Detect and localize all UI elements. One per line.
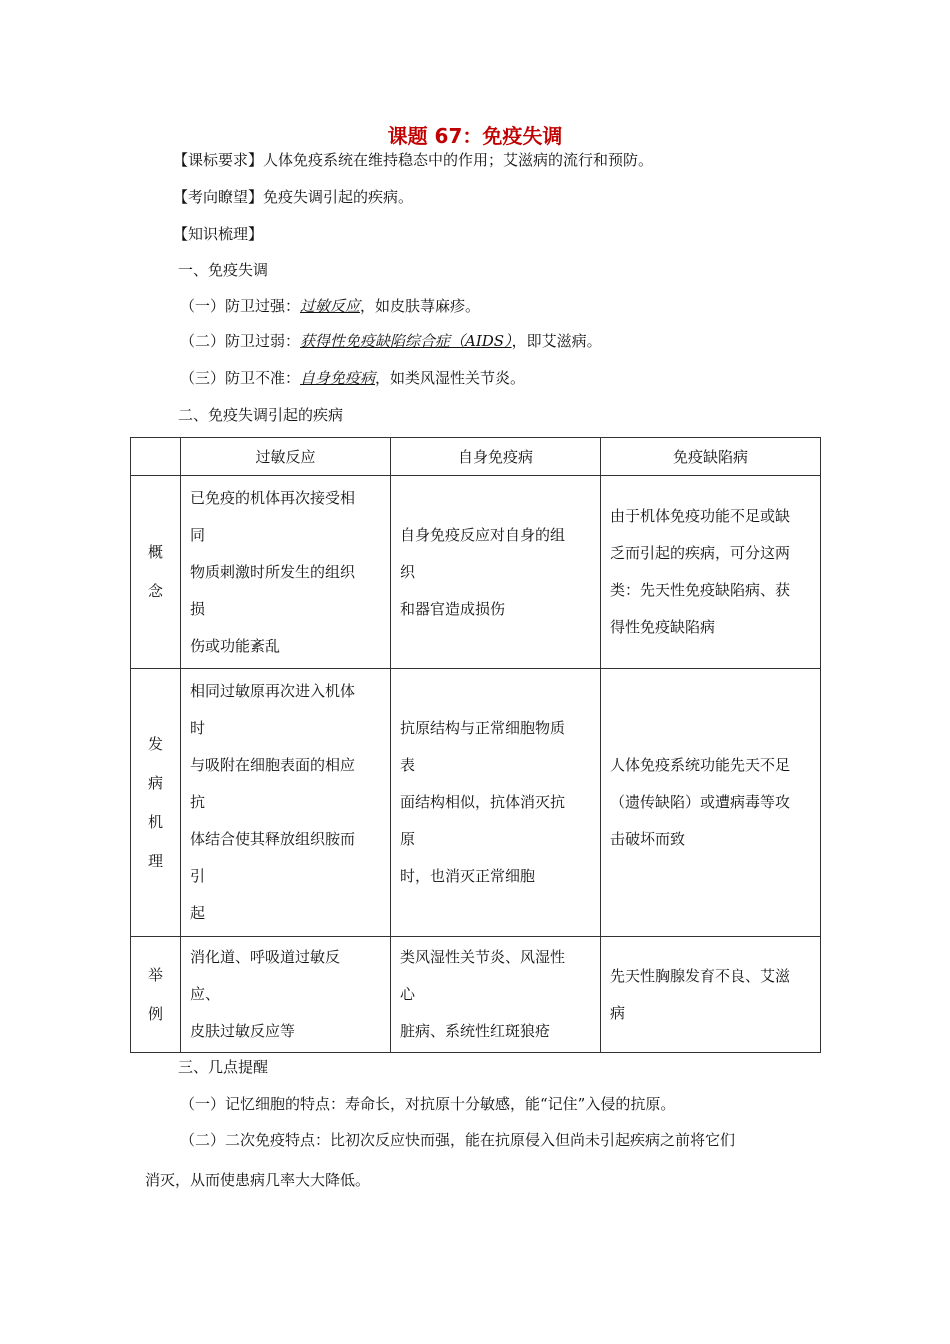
cell-line: 乏而引起的疾病，可分这两 [610,544,791,562]
section-3-heading: 三、几点提醒 [178,1058,269,1076]
cell-line: 相同过敏原再次进入机体 [190,682,356,700]
cell-line: 类：先天性免疫缺陷病、获 [610,581,791,599]
row-header-concept [131,476,181,669]
cell-line: 物质刺激时所发生的组织 [190,562,356,581]
reminder-item: 消灭，从而使患病几率大大降低。 [145,1171,371,1189]
section-1-heading: 一、免疫失调 [178,261,269,279]
row-label-char: 概 [147,543,163,561]
cell-line: 和器官造成损伤 [400,599,506,618]
cell-line: 表 [400,756,416,774]
row-label-char: 念 [147,582,163,600]
cell-line: 病 [610,1003,626,1022]
table-cell [601,476,821,669]
item-prefix: （三）防卫不准： [180,369,301,387]
item-suffix: ，如皮肤荨麻疹。 [360,297,481,315]
table-header-row [131,438,821,476]
table-cell [601,937,821,1053]
column-header: 自身免疫病 [391,438,601,476]
row-label-char: 理 [147,851,163,870]
row-label-char: 举 [147,965,163,984]
section-2-heading: 二、免疫失调引起的疾病 [178,406,344,424]
table-row-concept [131,476,821,669]
cell-line: 脏病、系统性红斑狼疮 [400,1022,551,1040]
cell-line: 伤或功能紊乱 [190,636,281,655]
cell-line: 织 [400,562,416,581]
row-label-char: 机 [147,812,163,831]
table-cell [391,476,601,669]
cell-line: 与吸附在细胞表面的相应 [190,756,356,774]
row-header-examples [131,937,181,1053]
cell-line: 击破坏而致 [610,830,686,848]
cell-line: 损 [190,599,206,618]
cell-line: 消化道、呼吸道过敏反 [190,948,341,966]
disease-table [130,437,821,1053]
section-1-item [180,331,602,351]
cell-line: 人体免疫系统功能先天不足 [610,756,791,774]
cell-line: 得性免疫缺陷病 [610,618,716,636]
column-header: 过敏反应 [181,438,391,476]
cell-line: 同 [190,525,206,544]
cell-line: 体结合使其释放组织胺而 [190,830,356,848]
page-title: 课题 67：免疫失调 [387,124,563,148]
cell-line: 类风湿性关节炎、风湿性 [400,948,566,966]
cell-line: 时 [190,719,206,737]
row-header-mechanism [131,669,181,937]
cell-line: 由于机体免疫功能不足或缺 [610,507,791,525]
item-suffix: ，如类风湿性关节炎。 [375,369,526,387]
cell-line: 抗 [190,793,206,811]
table-row-examples [131,937,821,1053]
table-cell [181,669,391,937]
item-prefix: （二）防卫过弱： [180,332,301,350]
cell-line: 自身免疫反应对自身的组 [400,525,566,544]
cell-line: 时，也消灭正常细胞 [400,867,536,885]
table-cell [391,669,601,937]
cell-line: 抗原结构与正常细胞物质 [400,719,566,737]
item-term: 过敏反应 [300,297,361,315]
cell-line: 心 [400,985,416,1003]
cell-line: 原 [400,830,416,848]
cell-line: 先天性胸腺发育不良、艾滋 [610,966,791,985]
cell-line: 应、 [190,985,221,1003]
cell-line: 已免疫的机体再次接受相 [190,488,356,507]
cell-line: 面结构相似，抗体消灭抗 [400,793,566,811]
table-cell [601,669,821,937]
item-term: 自身免疫病 [300,369,376,387]
cell-line: （遗传缺陷）或遭病毒等攻 [610,793,791,811]
knowledge-review: 【知识梳理】 [173,225,264,243]
column-header: 免疫缺陷病 [601,438,821,476]
item-prefix: （一）防卫过强： [180,297,301,315]
item-term: 获得性免疫缺陷综合症（AIDS） [300,332,512,350]
row-label-char: 例 [147,1004,163,1023]
table-cell [181,937,391,1053]
reminder-item: （一）记忆细胞的特点：寿命长，对抗原十分敏感，能“记住”入侵的抗原。 [180,1095,676,1113]
section-1-item [180,368,525,388]
reminder-item: （二）二次免疫特点：比初次反应快而强，能在抗原侵入但尚未引起疾病之前将它们 [180,1131,736,1149]
table-row-mechanism [131,669,821,937]
table-corner-cell [131,438,181,476]
row-label-char: 发 [147,734,163,753]
cell-line: 皮肤过敏反应等 [190,1022,296,1040]
cell-line: 起 [190,904,206,922]
exam-outlook: 【考向瞭望】免疫失调引起的疾病。 [173,188,414,206]
table-cell [181,476,391,669]
table-cell [391,937,601,1053]
row-label-char: 病 [147,773,163,792]
curriculum-requirement: 【课标要求】人体免疫系统在维持稳态中的作用；艾滋病的流行和预防。 [173,151,654,169]
item-suffix: ，即艾滋病。 [511,332,602,350]
section-1-item [180,296,480,316]
cell-line: 引 [190,867,206,885]
